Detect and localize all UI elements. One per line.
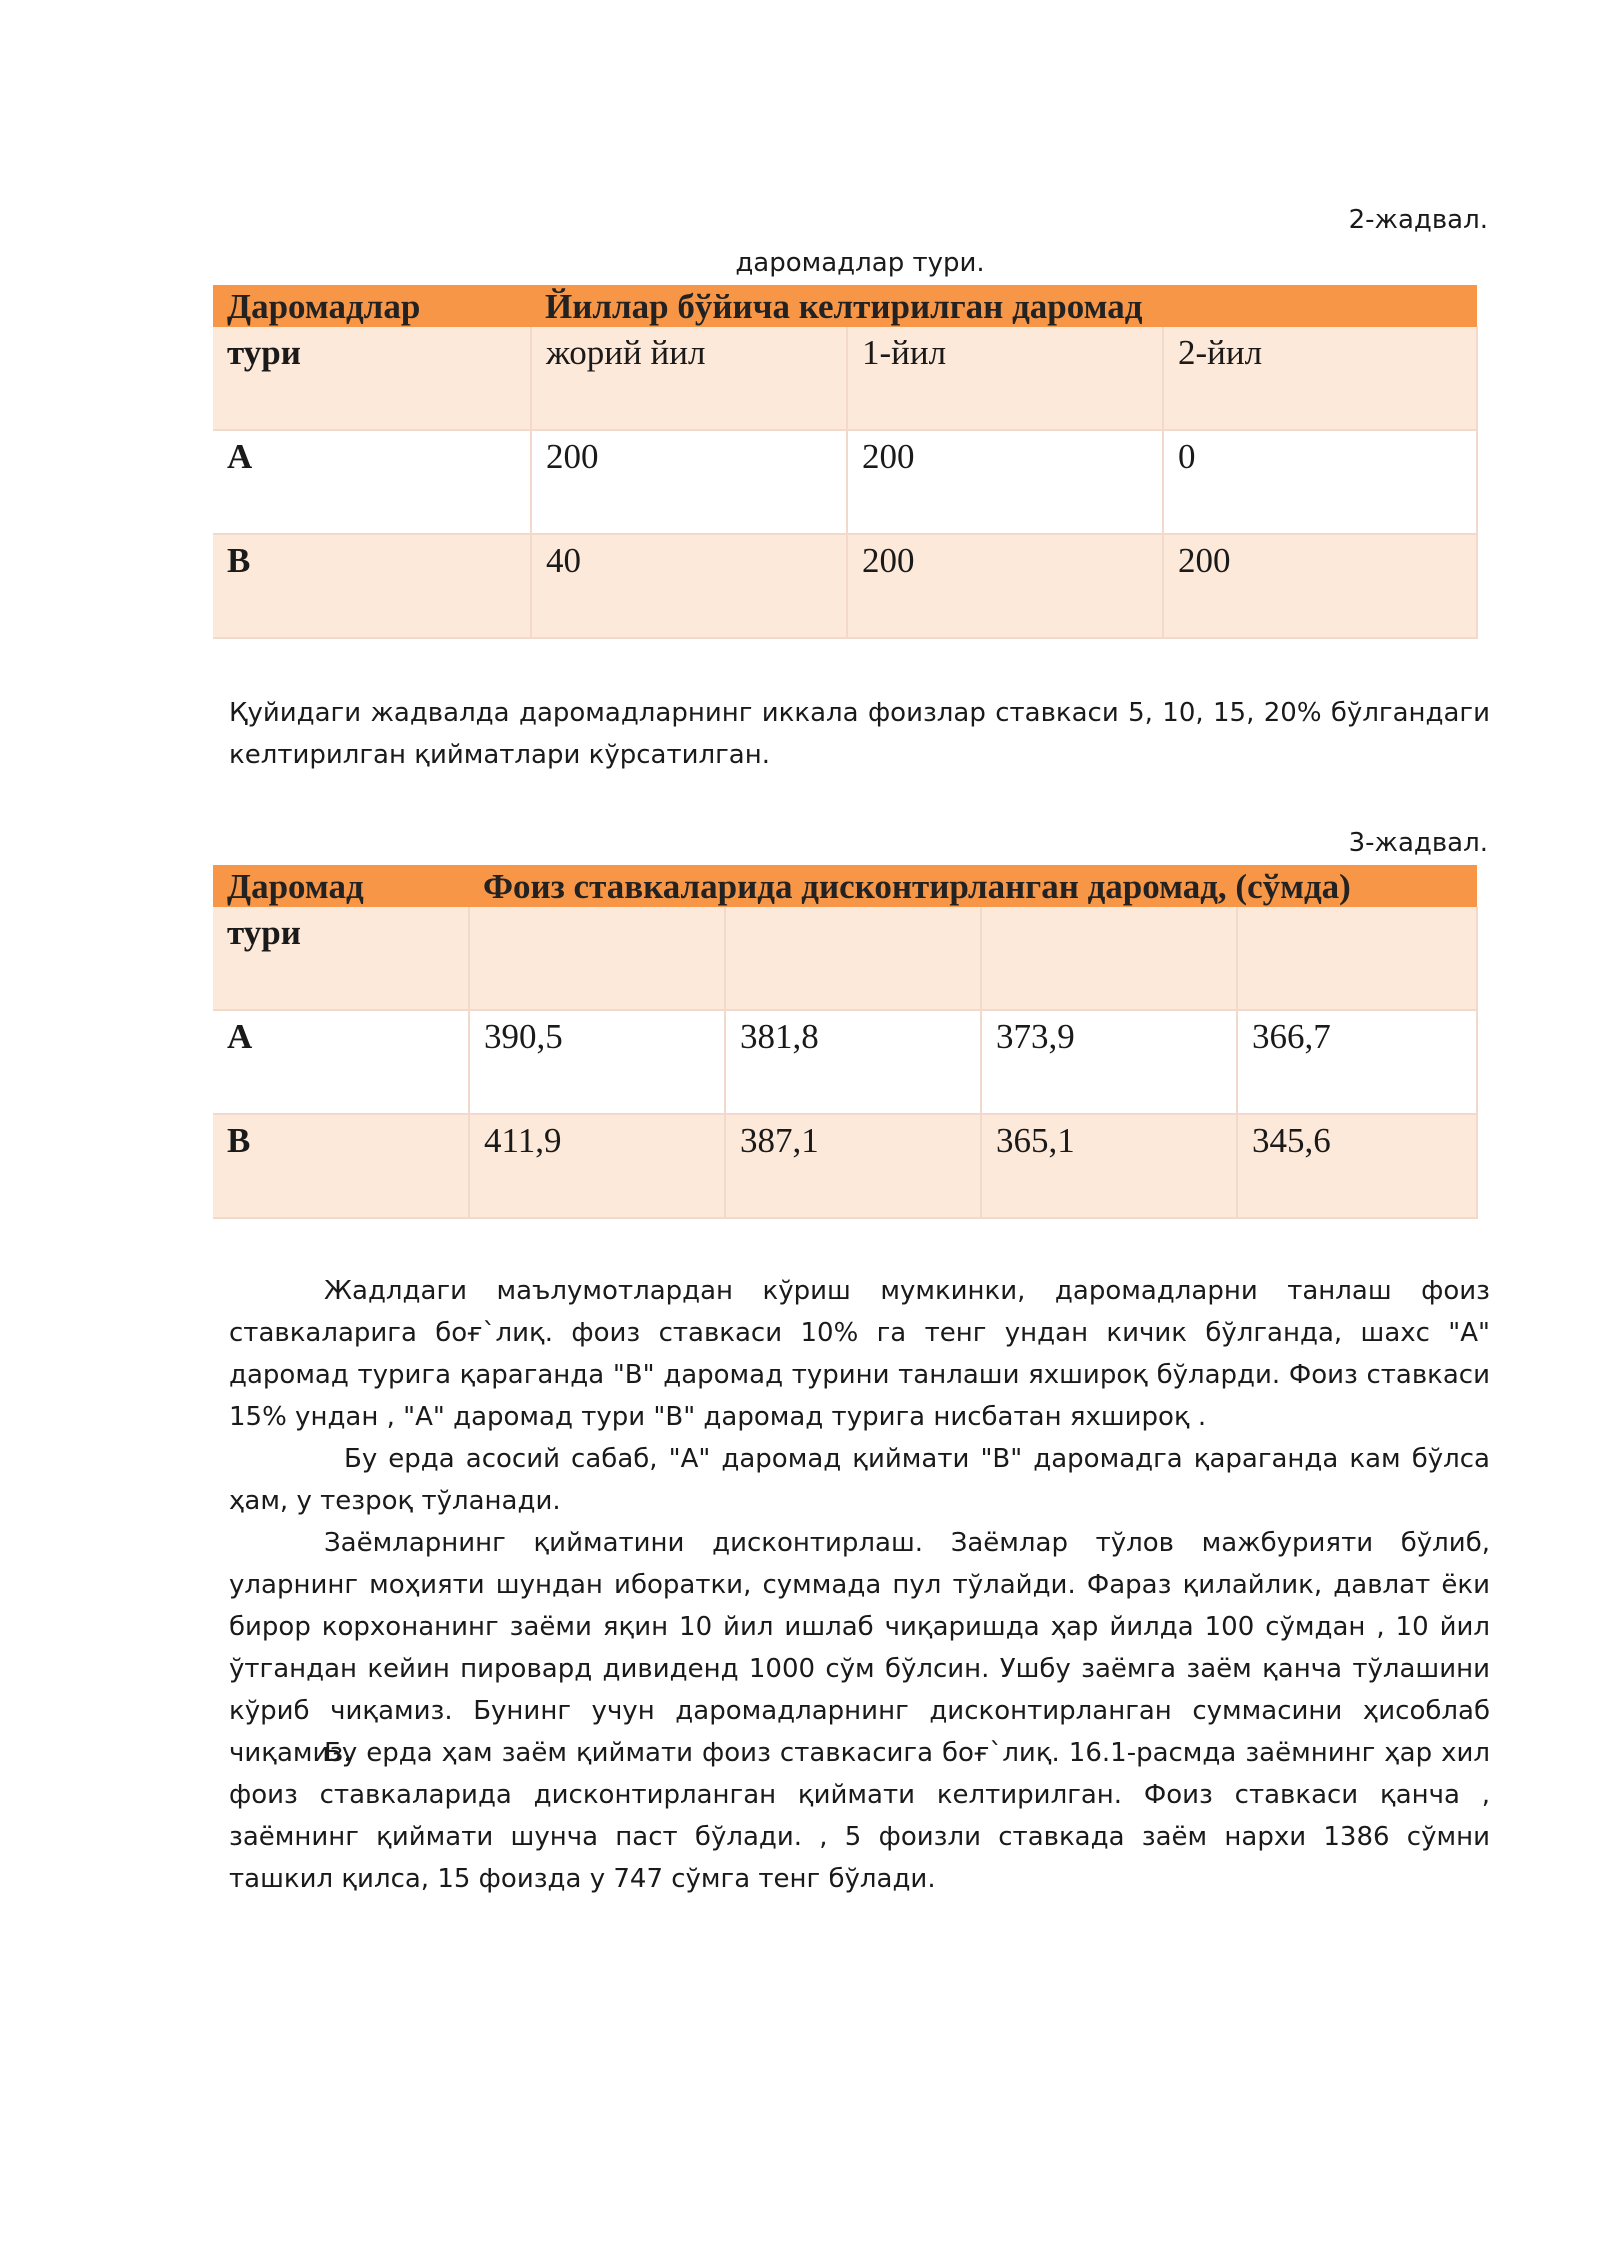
table2: [213, 285, 1478, 639]
table3-header-span: Фоиз ставкаларида дисконтирланган даромад, (сўмда): [469, 865, 1477, 907]
table3-subheader-row: [213, 907, 1477, 1010]
table-cell: 390,5: [469, 1010, 725, 1114]
table-cell: 387,1: [725, 1114, 981, 1218]
table3-header-col1: Даромад: [213, 865, 469, 907]
body-paragraph: Жадлдаги маълумотлардан кўриш мумкинки, даромадларни танлаш фоиз ставкаларига боғ`лиқ. фоиз ставкаси 10% га тенг ундан кичик бўлганда, шахс "A" даромад турига қараганда "B" даромад турини танлаши яхшироқ бўларди. Фоиз ставкаси 15% ундан , "A" даромад тури "B" даромад турига нисбатан яхшироқ .: [229, 1276, 1490, 1432]
body-paragraph: Заёмларнинг қийматини дисконтирлаш. Заёмлар тўлов мажбурияти бўлиб, уларнинг моҳияти шундан иборатки, суммада пул тўлайди. Фараз қилайлик, давлат ёки бирор корхонанинг заёми яқин 10 йил ишлаб чиқаришда ҳар йилда 100 сўмдан , 10 йил ўтгандан кейин пировард дивиденд 1000 сўм бўлсин. Ушбу заёмга заём қанча тўлашини кўриб чиқамиз. Бунинг учун даромадларнинг дисконтирланган суммасини ҳисоблаб чиқамиз.: [229, 1528, 1490, 1768]
table3-header-row: [213, 865, 1477, 907]
body-paragraph: Бу ерда ҳам заём қиймати фоиз ставкасига боғ`лиқ. 16.1-расмда заёмнинг ҳар хил фоиз ставкаларида дисконтирланган қиймати келтирилган. Фоиз ставкаси қанча , заёмнинг қиймати шунча паст бўлади. , 5 фоизли ставкада заём нархи 1386 сўмни ташкил қилса, 15 фоизда у 747 сўмга тенг бўлади.: [229, 1738, 1490, 1894]
table-cell: 200: [1163, 534, 1477, 638]
table2-header-col1: Даромадлар: [213, 285, 531, 327]
table-cell: 1-йил: [847, 327, 1163, 430]
table-cell: 0: [1163, 430, 1477, 534]
table-cell: [725, 907, 981, 1010]
table-cell: 200: [531, 430, 847, 534]
table-cell: B: [213, 1114, 469, 1218]
table2-number-label: 2-жадвал.: [1348, 205, 1488, 235]
table-cell: 381,8: [725, 1010, 981, 1114]
table2-header-row: [213, 285, 1477, 327]
table-row: [213, 534, 1477, 638]
table-cell: [469, 907, 725, 1010]
table3-number-label: 3-жадвал.: [1348, 828, 1488, 858]
table3: [213, 865, 1478, 1219]
table2-subheader-row: [213, 327, 1477, 430]
table-row: [213, 1114, 1477, 1218]
table-cell: тури: [213, 907, 469, 1010]
table-cell: 200: [847, 430, 1163, 534]
table-cell: 345,6: [1237, 1114, 1477, 1218]
table-cell: A: [213, 430, 531, 534]
table2-caption: даромадлар тури.: [735, 248, 985, 278]
table-cell: тури: [213, 327, 531, 430]
table-row: [213, 430, 1477, 534]
table-cell: жорий йил: [531, 327, 847, 430]
table-cell: A: [213, 1010, 469, 1114]
intro-paragraph: Қуйидаги жадвалда даромадларнинг иккала фоизлар ставкаси 5, 10, 15, 20% бўлгандаги келтирилган қийматлари кўрсатилган.: [229, 698, 1490, 770]
table-cell: 365,1: [981, 1114, 1237, 1218]
table-row: [213, 1010, 1477, 1114]
table-cell: [981, 907, 1237, 1010]
table-cell: 200: [847, 534, 1163, 638]
table-cell: 40: [531, 534, 847, 638]
table-cell: B: [213, 534, 531, 638]
table-cell: 2-йил: [1163, 327, 1477, 430]
table-cell: 366,7: [1237, 1010, 1477, 1114]
body-paragraph: Бу ерда асосий сабаб, "A" даромад қиймати "B" даромадга қараганда кам бўлса ҳам, у тезроқ тўланади.: [229, 1444, 1490, 1516]
table-cell: 411,9: [469, 1114, 725, 1218]
table-cell: 373,9: [981, 1010, 1237, 1114]
table2-header-span: Йиллар бўйича келтирилган даромад: [531, 285, 1477, 327]
table-cell: [1237, 907, 1477, 1010]
